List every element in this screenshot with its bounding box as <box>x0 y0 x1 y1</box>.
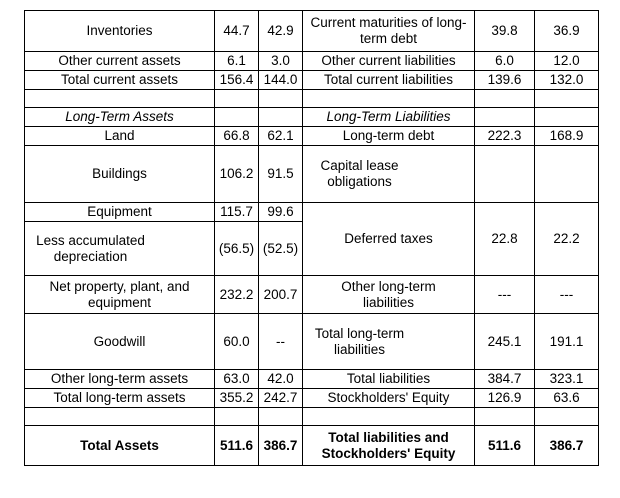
total-current-liabilities-label: Total current liabilities <box>303 71 475 90</box>
total-current-assets-value-2: 144.0 <box>259 71 303 90</box>
total-current-assets-label: Total current assets <box>25 71 215 90</box>
total-lt-liabilities-value-1: 245.1 <box>475 314 535 370</box>
table-row <box>25 52 599 71</box>
total-current-assets-value-1: 156.4 <box>215 71 259 90</box>
total-liabilities-value-2: 323.1 <box>535 370 599 389</box>
buildings-label: Buildings <box>25 146 215 203</box>
equipment-value-1: 115.7 <box>215 203 259 222</box>
table-row <box>25 276 599 314</box>
table-row <box>25 127 599 146</box>
total-lt-assets-value-2: 242.7 <box>259 389 303 408</box>
table-row <box>25 71 599 90</box>
net-ppe-value-2: 200.7 <box>259 276 303 314</box>
capital-lease-value-1 <box>475 146 535 203</box>
land-value-2: 62.1 <box>259 127 303 146</box>
deferred-taxes-value-2: 22.2 <box>535 203 599 276</box>
spacer-row <box>25 408 599 426</box>
stockholders-equity-value-2: 63.6 <box>535 389 599 408</box>
capital-lease-label: Capital lease obligations <box>303 146 475 203</box>
total-lt-liabilities-value-2: 191.1 <box>535 314 599 370</box>
other-current-assets-label: Other current assets <box>25 52 215 71</box>
depreciation-value-1: (56.5) <box>215 222 259 276</box>
table-row <box>25 108 599 127</box>
other-lt-assets-label: Other long-term assets <box>25 370 215 389</box>
other-current-assets-value-2: 3.0 <box>259 52 303 71</box>
land-value-1: 66.8 <box>215 127 259 146</box>
total-lt-assets-label: Total long-term assets <box>25 389 215 408</box>
long-term-assets-heading: Long-Term Assets <box>25 108 215 127</box>
other-lt-liabilities-value-1: --- <box>475 276 535 314</box>
current-maturities-value-1: 39.8 <box>475 11 535 52</box>
total-lt-liabilities-label: Total long-term liabilities <box>303 314 475 370</box>
total-current-liabilities-value-2: 132.0 <box>535 71 599 90</box>
stockholders-equity-value-1: 126.9 <box>475 389 535 408</box>
total-liabilities-value-1: 384.7 <box>475 370 535 389</box>
stockholders-equity-label: Stockholders' Equity <box>303 389 475 408</box>
goodwill-label: Goodwill <box>25 314 215 370</box>
total-liabilities-equity-value-2: 386.7 <box>535 426 599 466</box>
total-liabilities-equity-label: Total liabilities and Stockholders' Equity <box>303 426 475 466</box>
deferred-taxes-label: Deferred taxes <box>303 203 475 276</box>
total-current-liabilities-value-1: 139.6 <box>475 71 535 90</box>
depreciation-label: Less accumulated depreciation <box>25 222 215 276</box>
table-row <box>25 370 599 389</box>
equipment-label: Equipment <box>25 203 215 222</box>
other-current-assets-value-1: 6.1 <box>215 52 259 71</box>
current-maturities-label: Current maturities of long-term debt <box>303 11 475 52</box>
other-lt-liabilities-label: Other long-term liabilities <box>303 276 475 314</box>
long-term-debt-value-2: 168.9 <box>535 127 599 146</box>
total-assets-label: Total Assets <box>25 426 215 466</box>
other-lt-assets-value-1: 63.0 <box>215 370 259 389</box>
spacer-row <box>25 90 599 108</box>
goodwill-value-2: -- <box>259 314 303 370</box>
net-ppe-value-1: 232.2 <box>215 276 259 314</box>
land-label: Land <box>25 127 215 146</box>
buildings-value-2: 91.5 <box>259 146 303 203</box>
total-liabilities-label: Total liabilities <box>303 370 475 389</box>
other-current-liabilities-value-1: 6.0 <box>475 52 535 71</box>
table-row <box>25 314 599 370</box>
equipment-value-2: 99.6 <box>259 203 303 222</box>
table-row <box>25 146 599 203</box>
current-maturities-value-2: 36.9 <box>535 11 599 52</box>
total-assets-value-2: 386.7 <box>259 426 303 466</box>
other-lt-liabilities-value-2: --- <box>535 276 599 314</box>
buildings-value-1: 106.2 <box>215 146 259 203</box>
depreciation-value-2: (52.5) <box>259 222 303 276</box>
total-liabilities-equity-value-1: 511.6 <box>475 426 535 466</box>
other-current-liabilities-value-2: 12.0 <box>535 52 599 71</box>
capital-lease-value-2 <box>535 146 599 203</box>
inventories-value-1: 44.7 <box>215 11 259 52</box>
long-term-debt-label: Long-term debt <box>303 127 475 146</box>
table-row <box>25 389 599 408</box>
table-row <box>25 11 599 52</box>
total-lt-assets-value-1: 355.2 <box>215 389 259 408</box>
deferred-taxes-value-1: 22.8 <box>475 203 535 276</box>
inventories-value-2: 42.9 <box>259 11 303 52</box>
long-term-liabilities-heading: Long-Term Liabilities <box>303 108 475 127</box>
balance-sheet-table <box>24 10 599 466</box>
inventories-label: Inventories <box>25 11 215 52</box>
total-assets-value-1: 511.6 <box>215 426 259 466</box>
table-row <box>25 203 599 222</box>
long-term-debt-value-1: 222.3 <box>475 127 535 146</box>
other-lt-assets-value-2: 42.0 <box>259 370 303 389</box>
other-current-liabilities-label: Other current liabilities <box>303 52 475 71</box>
goodwill-value-1: 60.0 <box>215 314 259 370</box>
table-row <box>25 426 599 466</box>
net-ppe-label: Net property, plant, and equipment <box>25 276 215 314</box>
